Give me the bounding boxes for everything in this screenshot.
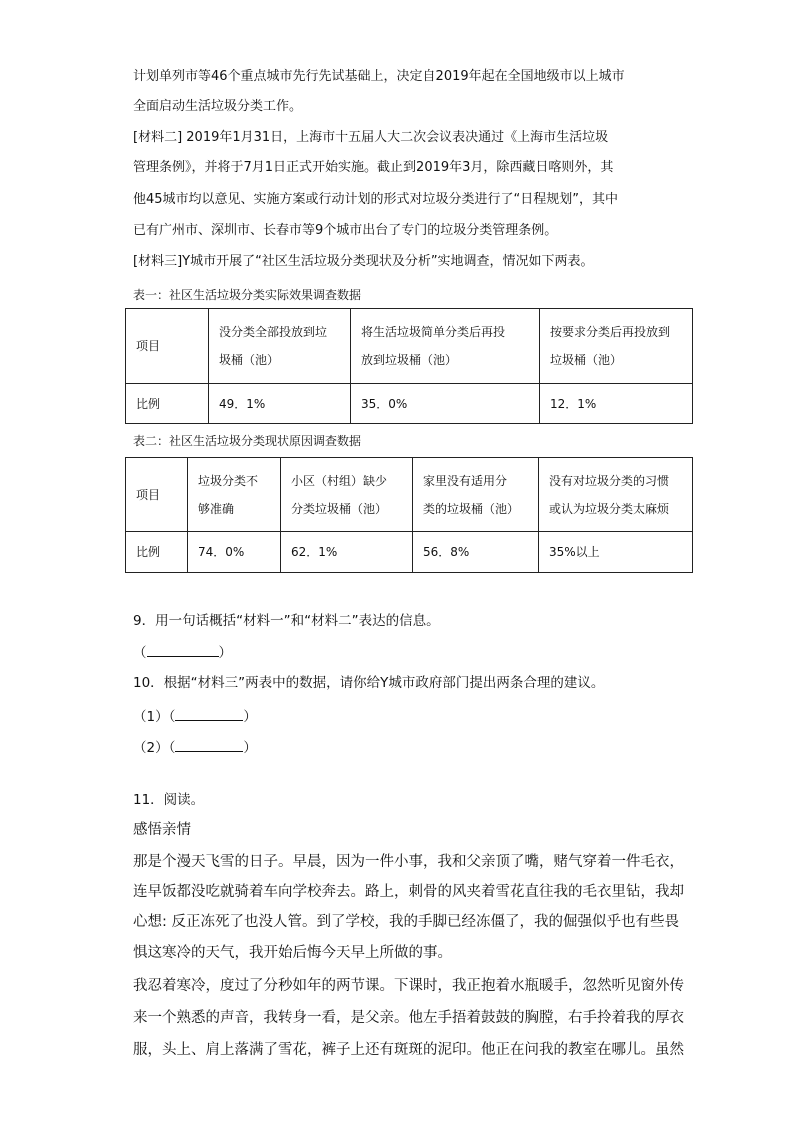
material2-line2: 管理条例》，并将于7月1日正式开始实施。截止到2019年3月，除西藏日喀则外，其 <box>133 160 614 175</box>
material1-line1: 计划单列市等46个重点城市先行先试基础上，决定自2019年起在全国地级市以上城市 <box>133 69 625 84</box>
passage-line: 服，头上、肩上落满了雪花，裤子上还有斑斑的泥印。他正在问我的教室在哪儿。虽然 <box>133 1042 684 1058</box>
passage-line: 惧这寒冷的天气，我开始后悔今天早上所做的事。 <box>133 945 452 961</box>
table1-header-col3-line2: 垃圾桶（池） <box>550 353 623 367</box>
material3-line1: [材料三]Y城市开展了“社区生活垃圾分类现状及分析”实地调查，情况如下两表。 <box>133 254 594 269</box>
table1-data-row <box>126 384 693 424</box>
q9-close-paren: ） <box>218 645 232 661</box>
question-9-answer <box>133 642 232 662</box>
question-10: 10．根据“材料三”两表中的数据，请你给Y城市政府部门提出两条合理的建议。 <box>133 675 605 691</box>
table1-caption: 表一：社区生活垃圾分类实际效果调查数据 <box>133 288 362 302</box>
table1-header-col2-line1: 将生活垃圾简单分类后再投 <box>361 325 506 339</box>
table1-cell-2: 35．0% <box>351 384 540 424</box>
material2-line4: 已有广州市、深圳市、长春市等9个城市出台了专门的垃圾分类管理条例。 <box>133 223 558 238</box>
question-11: 11．阅读。 <box>133 792 205 808</box>
table2-header-col4-line2: 或认为垃圾分类太麻烦 <box>549 501 670 516</box>
table1-header-col1 <box>209 309 351 384</box>
passage-title: 感悟亲情 <box>133 822 191 838</box>
table2-caption: 表二：社区生活垃圾分类现状原因调查数据 <box>133 434 362 448</box>
q10-item2-label: （2）（ <box>133 740 176 756</box>
table1-header-col2-line2: 放到垃圾桶（池） <box>361 353 458 367</box>
question-10-answer-2 <box>133 737 257 757</box>
q9-answer-blank[interactable] <box>147 642 219 657</box>
table1-row-label: 比例 <box>126 384 209 424</box>
q10-item1-label: （1）（ <box>133 709 176 725</box>
table1-header-col2 <box>351 309 540 384</box>
table2-cell-4: 35%以上 <box>539 532 693 573</box>
table2-header-col4-line1: 没有对垃圾分类的习惯 <box>549 473 670 488</box>
table2-header-item: 项目 <box>126 458 188 532</box>
table1-header-col1-line1: 没分类全部投放到垃 <box>219 325 328 339</box>
q9-open-paren: （ <box>133 645 147 661</box>
table1-header-row <box>126 309 693 384</box>
table2-header-col4 <box>539 458 693 532</box>
table2-header-col2-line1: 小区（村组）缺少 <box>291 473 388 488</box>
table2-header-col3-line2: 类的垃圾桶（池） <box>423 501 520 516</box>
passage-line: 来一个熟悉的声音，我转身一看，是父亲。他左手捂着鼓鼓的胸膛，右手拎着我的厚衣 <box>133 1010 684 1026</box>
table2-data-row <box>126 532 693 573</box>
table1-cell-3: 12．1% <box>540 384 693 424</box>
table1-header-col1-line2: 圾桶（池） <box>219 353 280 367</box>
material2-line3: 他45城市均以意见、实施方案或行动计划的形式对垃圾分类进行了“日程规划”，其中 <box>133 192 619 207</box>
material2-line1: [材料二] 2019年1月31日，上海市十五届人大二次会议表决通过《上海市生活垃圾 <box>133 130 609 145</box>
table1-cell-1: 49．1% <box>209 384 351 424</box>
table2-header-col2-line2: 分类垃圾桶（池） <box>291 501 388 516</box>
table2-cell-3: 56．8% <box>413 532 539 573</box>
table2-cell-2: 62．1% <box>281 532 413 573</box>
q10-item1-close: ） <box>243 709 257 725</box>
passage-line: 心想: 反正冻死了也没人管。到了学校，我的手脚已经冻僵了，我的倔强似乎也有些畏 <box>133 914 679 930</box>
table2-header-row <box>126 458 693 532</box>
table2 <box>125 457 693 573</box>
table2-row-label: 比例 <box>126 532 188 573</box>
table2-header-col1 <box>188 458 281 532</box>
passage-line: 我忍着寒冷，度过了分秒如年的两节课。下课时，我正抱着水瓶暖手，忽然听见窗外传 <box>133 978 684 994</box>
table1-header-item: 项目 <box>126 309 209 384</box>
table1 <box>125 308 693 424</box>
q10-answer1-blank[interactable] <box>175 706 243 721</box>
material1-line2: 全面启动生活垃圾分类工作。 <box>133 99 303 114</box>
table2-header-col1-line2: 够准确 <box>198 501 235 516</box>
table2-header-col3-line1: 家里没有适用分 <box>423 473 508 488</box>
table1-header-col3-line1: 按要求分类后再投放到 <box>550 325 671 339</box>
passage-line: 连早饭都没吃就骑着车向学校奔去。路上，刺骨的风夹着雪花直往我的毛衣里钻，我却 <box>133 884 684 900</box>
table1-header-col3 <box>540 309 693 384</box>
table2-cell-1: 74．0% <box>188 532 281 573</box>
question-10-answer-1 <box>133 706 257 726</box>
table2-header-col3 <box>413 458 539 532</box>
passage-line: 那是个漫天飞雪的日子。早晨，因为一件小事，我和父亲顶了嘴，赌气穿着一件毛衣， <box>133 854 684 870</box>
table2-header-col1-line1: 垃圾分类不 <box>198 473 259 488</box>
q10-item2-close: ） <box>243 740 257 756</box>
q10-answer2-blank[interactable] <box>175 737 243 752</box>
question-9: 9．用一句话概括“材料一”和“材料二”表达的信息。 <box>133 613 440 629</box>
table2-header-col2 <box>281 458 413 532</box>
